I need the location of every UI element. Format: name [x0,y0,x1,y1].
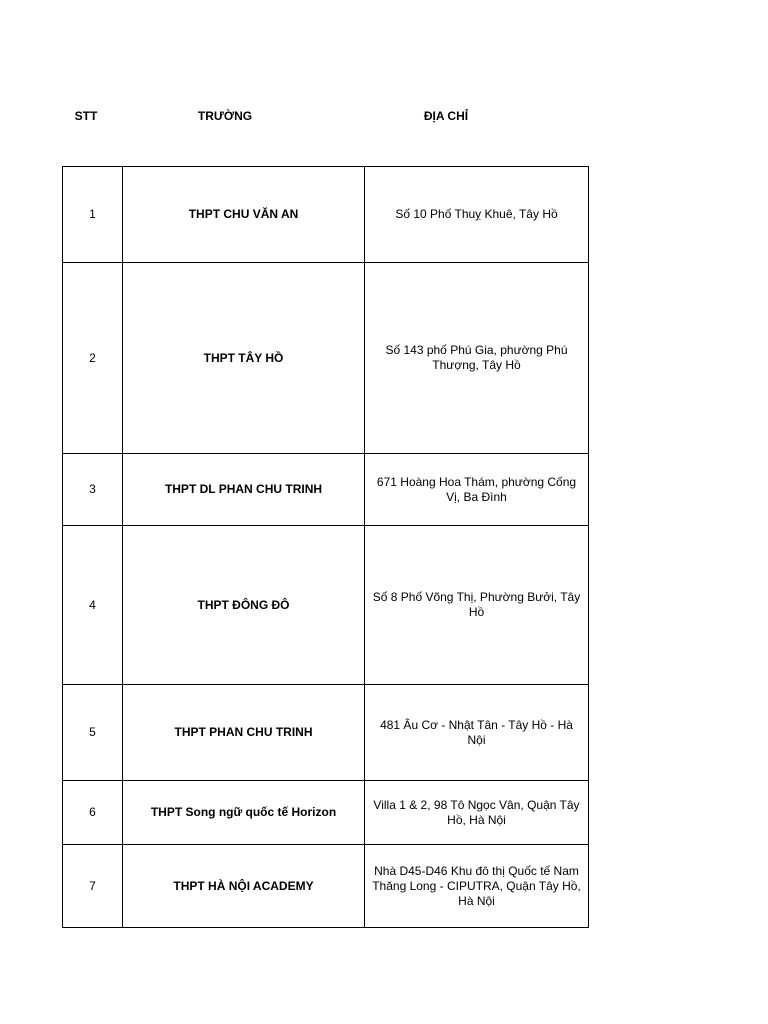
school-address: 481 Âu Cơ - Nhật Tân - Tây Hồ - Hà Nội [365,685,589,781]
school-address: 671 Hoàng Hoa Thám, phường Cống Vị, Ba Đình [365,454,589,526]
school-table [62,166,589,928]
table-row [63,454,589,526]
column-header-school: TRƯỜNG [197,109,253,123]
school-name: THPT CHU VĂN AN [123,167,365,263]
row-number: 6 [63,781,123,845]
school-name: THPT Song ngữ quốc tế Horizon [123,781,365,845]
school-name: THPT ĐÔNG ĐÔ [123,526,365,685]
row-number: 7 [63,845,123,928]
column-header-stt: STT [74,109,98,123]
school-name: THPT TÂY HỒ [123,263,365,454]
school-name: THPT PHAN CHU TRINH [123,685,365,781]
school-address: Villa 1 & 2, 98 Tô Ngọc Vân, Quận Tây Hồ, Hà Nội [365,781,589,845]
column-header-address: ĐỊA CHỈ [423,109,469,123]
row-number: 3 [63,454,123,526]
table-row [63,526,589,685]
school-address: Số 143 phố Phú Gia, phường Phú Thượng, Tây Hồ [365,263,589,454]
school-name: THPT HÀ NỘI ACADEMY [123,845,365,928]
table-row [63,685,589,781]
school-address: Số 8 Phố Võng Thị, Phường Bưởi, Tây Hồ [365,526,589,685]
table-row [63,845,589,928]
table-row [63,167,589,263]
table-row [63,263,589,454]
row-number: 1 [63,167,123,263]
table-row [63,781,589,845]
row-number: 2 [63,263,123,454]
row-number: 5 [63,685,123,781]
row-number: 4 [63,526,123,685]
school-name: THPT DL PHAN CHU TRINH [123,454,365,526]
school-address: Số 10 Phố Thuỵ Khuê, Tây Hồ [365,167,589,263]
school-address: Nhà D45-D46 Khu đô thị Quốc tế Nam Thăng Long - CIPUTRA, Quận Tây Hồ, Hà Nội [365,845,589,928]
